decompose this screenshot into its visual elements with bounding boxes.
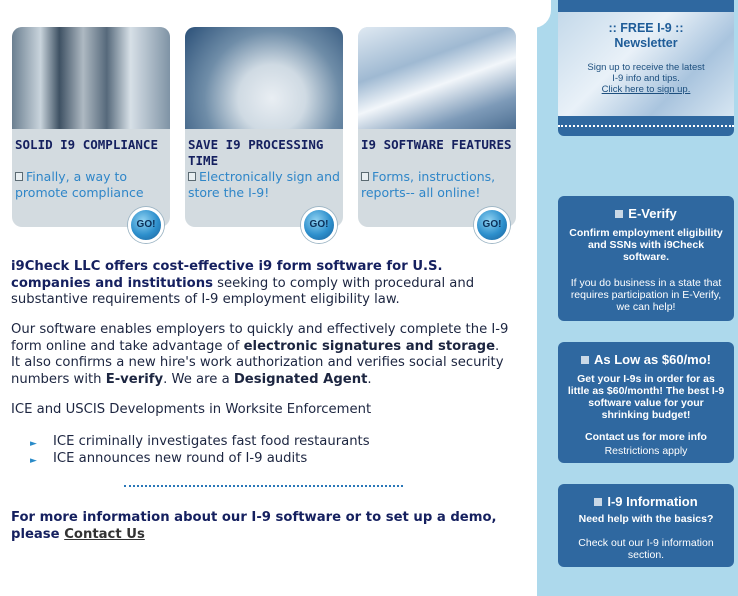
newsletter-subtext: Sign up to receive the latest I-9 info and tips. <box>587 62 705 84</box>
contact-us-link[interactable]: Contact Us <box>64 527 145 542</box>
pricing-bold: Get your I-9s in order for as little as $60/month! The best I-9 software value for your shrinking budget! <box>567 373 725 421</box>
go-button[interactable]: GO! <box>474 207 510 243</box>
go-button[interactable]: GO! <box>128 207 164 243</box>
everify-title: E-Verify <box>558 206 734 221</box>
feature-title: I9 SOFTWARE FEATURES <box>361 137 512 152</box>
pricing-contact[interactable]: Contact us for more info <box>585 431 707 443</box>
document-icon <box>188 172 196 181</box>
square-icon <box>615 210 623 218</box>
dotted-divider <box>124 485 403 487</box>
newsletter-banner <box>558 12 734 116</box>
news-item[interactable]: ► ICE criminally investigates fast food restaurants <box>30 434 370 451</box>
news-item[interactable]: ► ICE announces new round of I-9 audits <box>30 451 370 468</box>
info-title: I-9 Information <box>558 494 734 509</box>
info-box[interactable] <box>558 484 734 567</box>
newsletter-title: :: FREE I-9 :: Newsletter <box>608 21 684 50</box>
everify-text: If you do business in a state that requires participation in E-Verify, we can help! <box>570 277 722 313</box>
square-icon <box>581 356 589 364</box>
newsletter-signup-link[interactable]: Click here to sign up. <box>601 84 691 95</box>
pricing-restrictions: Restrictions apply <box>604 445 688 457</box>
binders-photo <box>12 27 170 129</box>
newsletter-box <box>558 0 734 136</box>
sidebar-notch <box>531 0 551 28</box>
feature-time[interactable] <box>185 27 343 230</box>
everify-bold: Confirm employment eligibility and SSNs with i9Check software. <box>569 227 723 263</box>
cta-text: For more information about our I-9 software or to set up a demo, please Contact Us <box>11 510 497 542</box>
dotted-divider <box>558 125 734 127</box>
intro-paragraph: i9Check LLC offers cost-effective i9 form software for U.S. companies and institutions seeking to comply with procedural and substantive requirements of I-9 employment eligibility law. <box>11 259 475 307</box>
papers-photo <box>358 27 516 129</box>
clock-photo <box>185 27 343 129</box>
feature-desc[interactable]: Finally, a way to promote compliance <box>15 169 144 200</box>
news-list <box>30 434 370 467</box>
info-text: Check out our I-9 information section. <box>578 537 714 561</box>
document-icon <box>15 172 23 181</box>
feature-compliance[interactable] <box>12 27 170 230</box>
feature-software[interactable] <box>358 27 516 230</box>
pricing-title: As Low as $60/mo! <box>558 352 734 367</box>
info-bold: Need help with the basics? <box>578 513 714 525</box>
square-icon <box>594 498 602 506</box>
software-paragraph: Our software enables employers to quickly and effectively complete the I-9 form online and take advantage of electronic signatures and storage. It also confirms a new hire's work authorization and verifies social security numbers with E-verify. We are a Designated Agent. <box>11 322 509 387</box>
go-button[interactable]: GO! <box>301 207 337 243</box>
arrow-icon: ► <box>30 439 37 449</box>
pricing-box[interactable] <box>558 342 734 463</box>
feature-title: SAVE I9 PROCESSING TIME <box>188 137 324 168</box>
ice-heading: ICE and USCIS Developments in Worksite Enforcement <box>11 402 372 417</box>
feature-desc[interactable]: Forms, instructions, reports-- all online! <box>361 169 496 200</box>
arrow-icon: ► <box>30 455 37 466</box>
everify-box[interactable] <box>558 196 734 321</box>
feature-title: SOLID I9 COMPLIANCE <box>15 137 158 152</box>
document-icon <box>361 172 369 181</box>
feature-desc[interactable]: Electronically sign and store the I-9! <box>188 169 340 200</box>
